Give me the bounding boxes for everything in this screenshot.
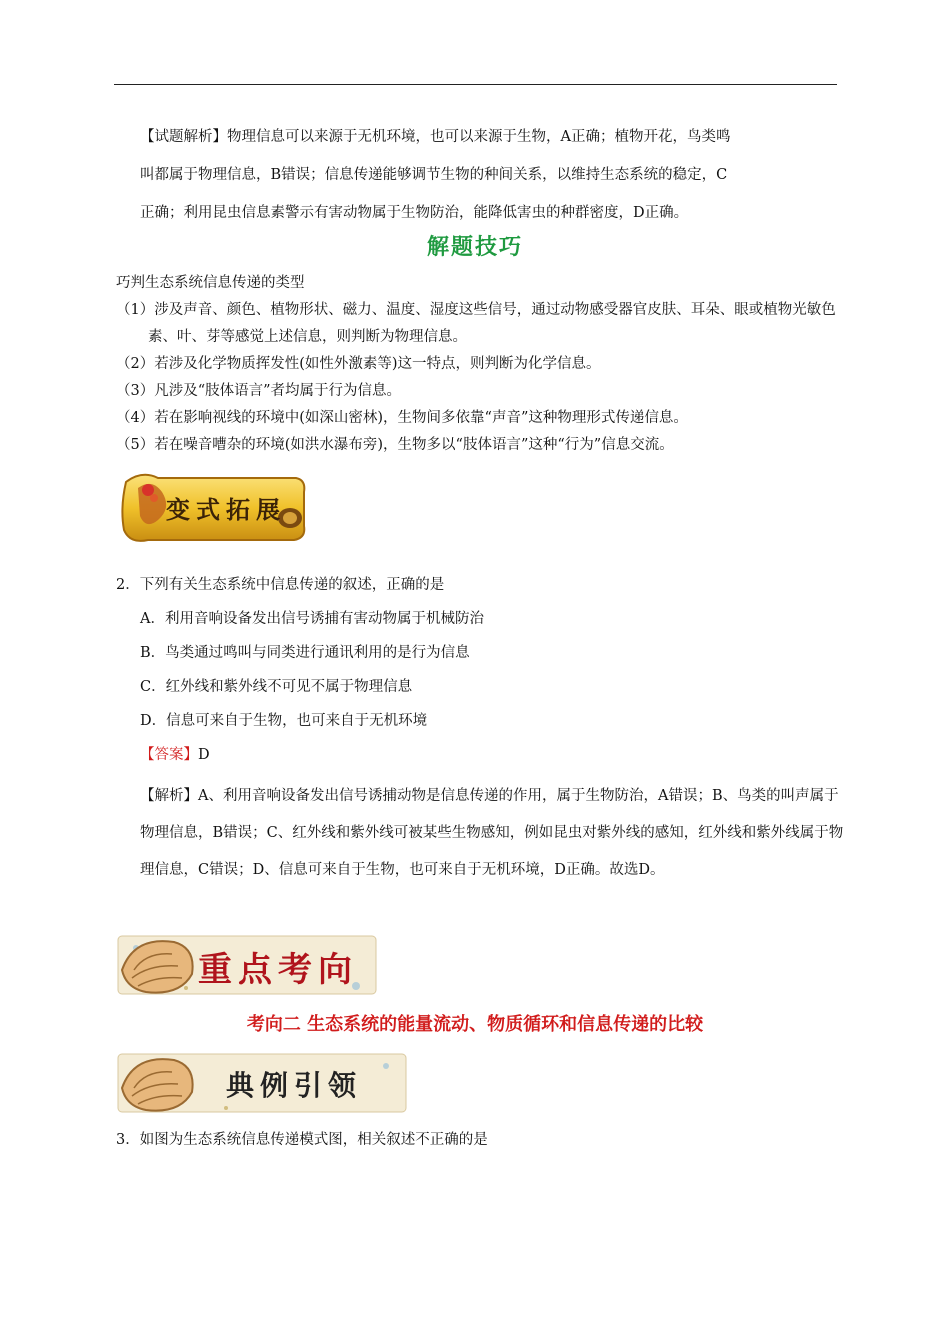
- tips-title: 巧判生态系统信息传递的类型: [116, 275, 305, 291]
- question-2: [116, 572, 844, 889]
- example-badge: [116, 1048, 408, 1116]
- analysis-line: 【试题解析】物理信息可以来源于无机环境，也可以来源于生物，A正确；植物开花，鸟类鸣: [140, 129, 731, 145]
- option-a: A．利用音响设备发出信号诱捕有害动物属于机械防治: [140, 611, 484, 627]
- analysis-paragraph: [140, 118, 840, 232]
- tips-item: （4）若在影响视线的环境中(如深山密林)，生物间多依靠“声音”这种物理形式传递信息。: [116, 410, 688, 426]
- question-3: [116, 1128, 836, 1152]
- answer-tag: 【答案】: [140, 747, 198, 763]
- tips-heading: 解题技巧: [426, 235, 523, 260]
- answer-line: [116, 742, 836, 776]
- direction-title: 考向二 生态系统的能量流动、物质循环和信息传递的比较: [246, 1014, 704, 1035]
- analysis-line: 正确；利用昆虫信息素警示有害动物属于生物防治，能降低害虫的种群密度，D正确。: [140, 205, 689, 221]
- explanation: 【解析】A、利用音响设备发出信号诱捕动物是信息传递的作用，属于生物防治，A错误；B、鸟类的叫声属于物理信息，B错误；C、红外线和紫外线可被某些生物感知，例如昆虫对紫外线的感知，红外线和紫外线属于物理信息，C错误；D、信息可来自于生物，也可来自于无机环境，D正确。故选D。: [140, 788, 844, 878]
- option-c: C．红外线和紫外线不可见不属于物理信息: [140, 679, 413, 695]
- focus-badge: [116, 930, 378, 998]
- example-badge-label: 典例引领: [226, 1069, 363, 1102]
- answer-value: D: [198, 747, 210, 763]
- header-rule: [114, 84, 837, 85]
- focus-badge-label: 重点考向: [198, 950, 358, 990]
- variant-badge-label: 变式拓展: [166, 496, 286, 524]
- option-b: B．鸟类通过鸣叫与同类进行通讯利用的是行为信息: [140, 645, 470, 661]
- variant-badge: [118, 468, 310, 548]
- tips-item: （3）凡涉及“肢体语言”者均属于行为信息。: [116, 383, 402, 399]
- question-stem: 2．下列有关生态系统中信息传递的叙述，正确的是: [116, 577, 445, 593]
- tips-item: （5）若在噪音嘈杂的环境(如洪水瀑布旁)，生物多以“肢体语言”这种“行为”信息交流。: [116, 437, 674, 453]
- tips-item: （1）涉及声音、颜色、植物形状、磁力、温度、湿度这些信号，通过动物感受器官皮肤、耳朵、眼或植物光敏色素、叶、芽等感觉上述信息，则判断为物理信息。: [116, 302, 836, 345]
- question-stem: 3．如图为生态系统信息传递模式图，相关叙述不正确的是: [116, 1132, 488, 1148]
- option-d: D．信息可来自于生物，也可来自于无机环境: [140, 713, 428, 729]
- tips-section: [116, 270, 836, 459]
- analysis-line: 叫都属于物理信息，B错误；信息传递能够调节生物的种间关系，以维持生态系统的稳定，C: [140, 167, 728, 183]
- tips-item: （2）若涉及化学物质挥发性(如性外激素等)这一特点，则判断为化学信息。: [116, 356, 601, 372]
